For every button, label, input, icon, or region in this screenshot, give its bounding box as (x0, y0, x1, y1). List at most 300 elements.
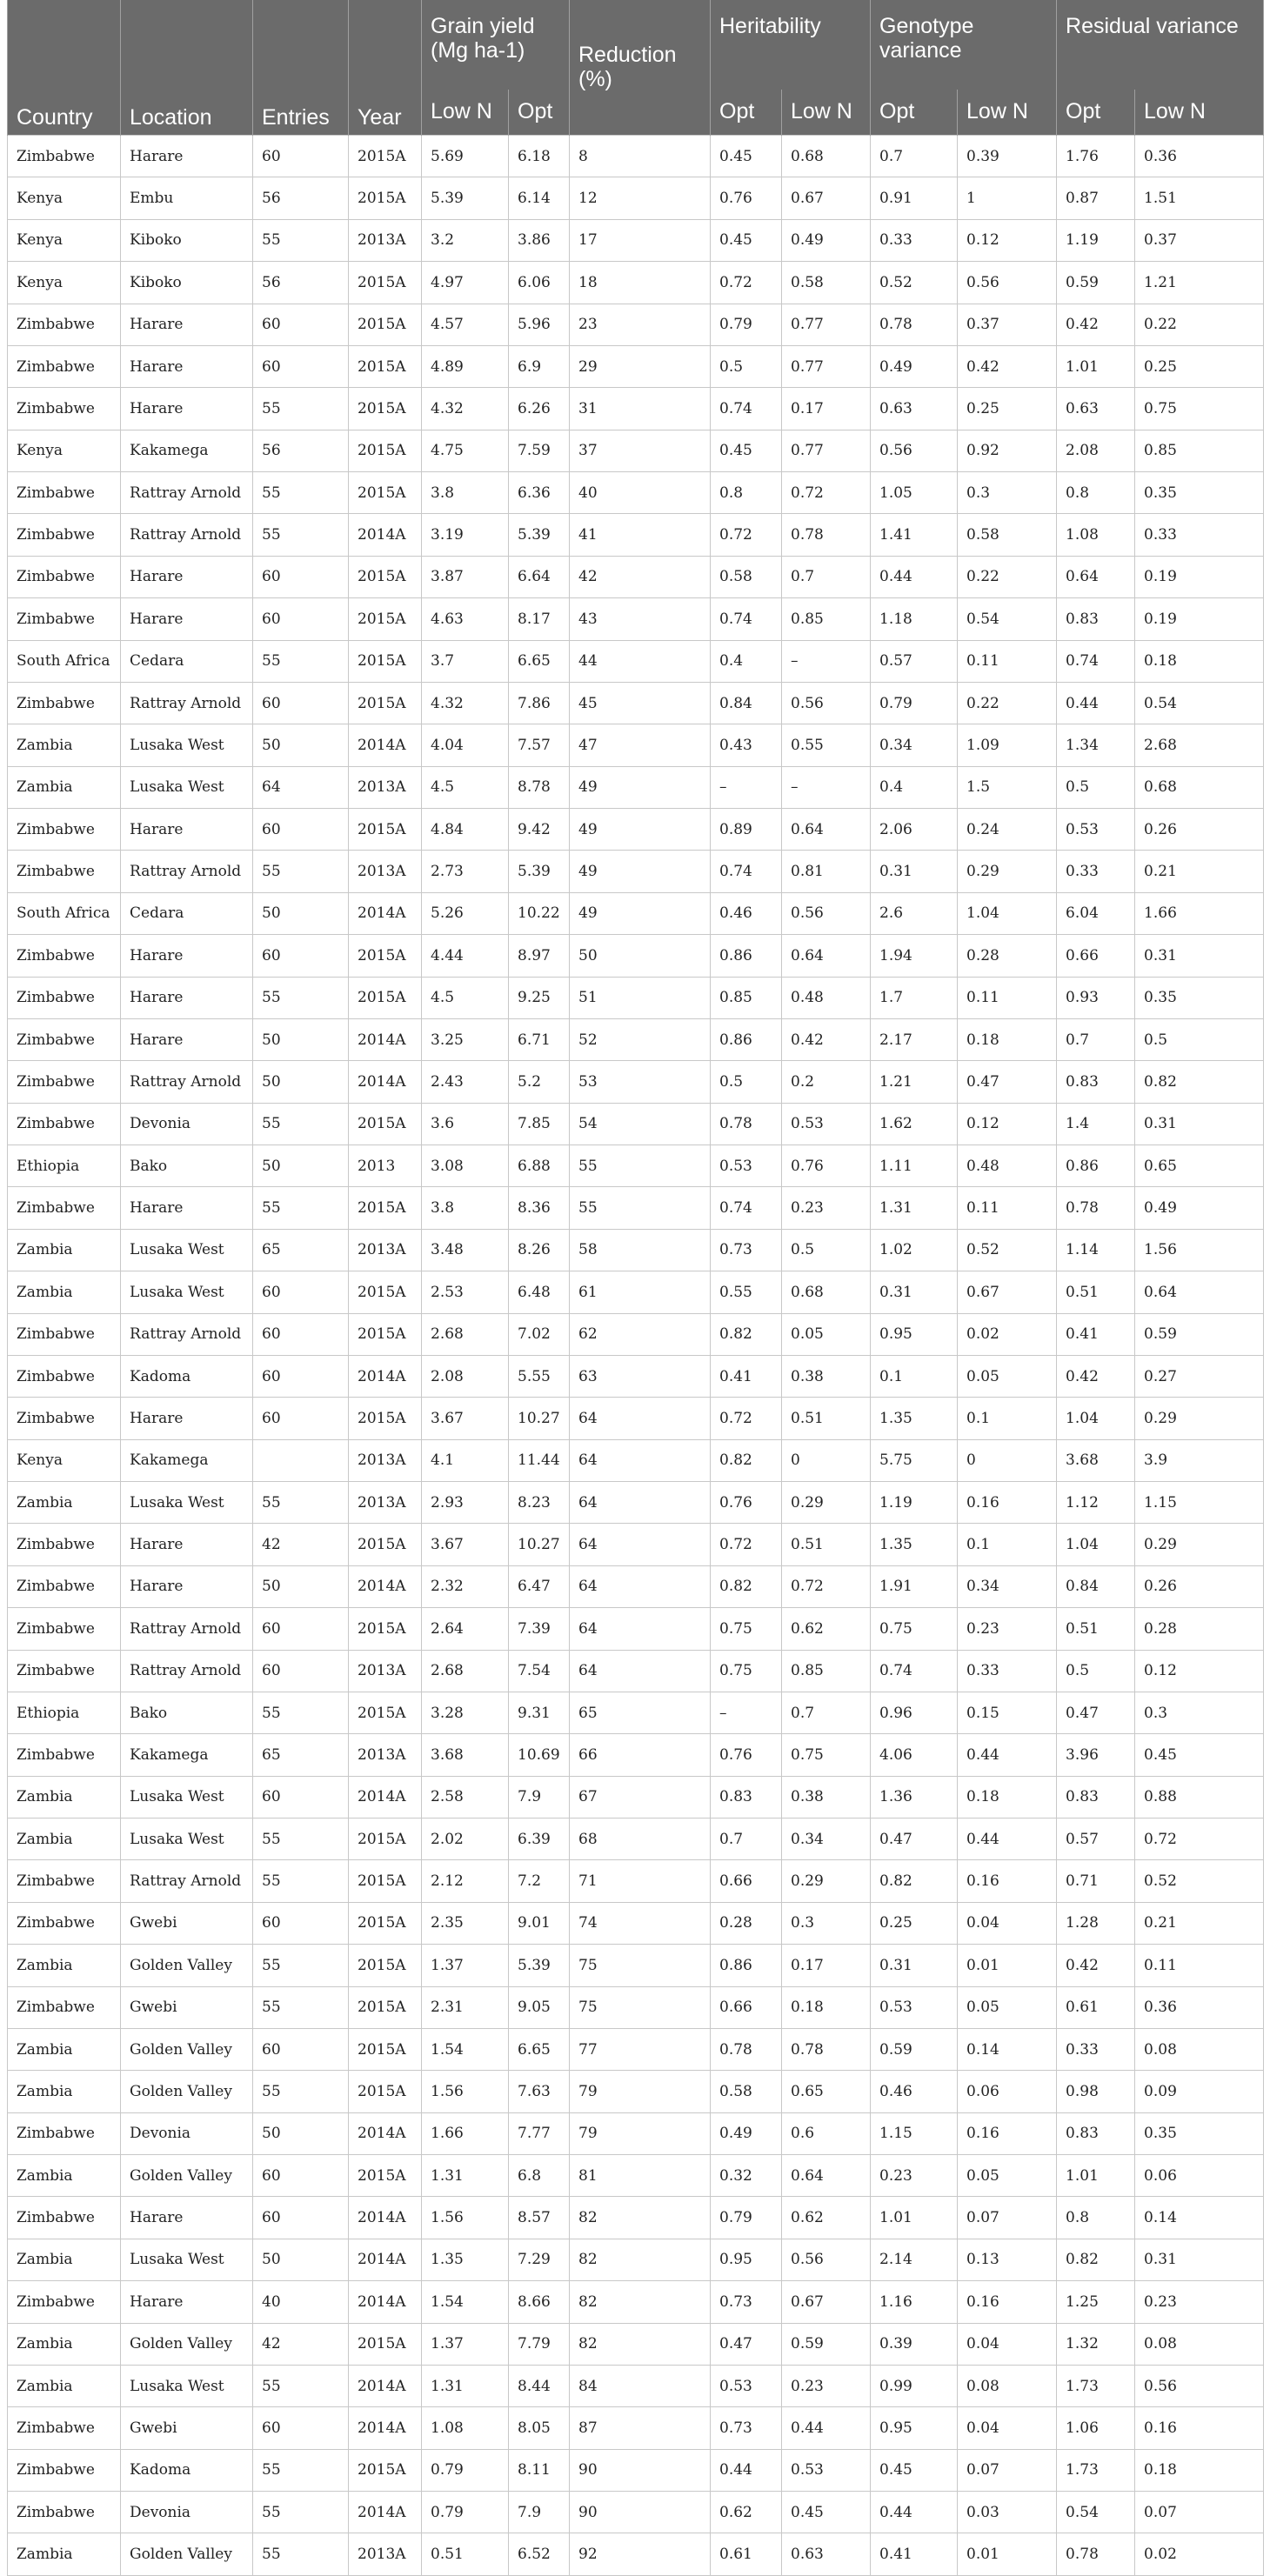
table-row (8, 1187, 1264, 1229)
cell-country: Zimbabwe (8, 1902, 121, 1944)
cell-genotype-variance-opt: 1.11 (871, 1145, 958, 1187)
cell-genotype-variance-low-n: 0.16 (958, 1482, 1057, 1524)
cell-heritability-opt: 0.76 (711, 177, 782, 219)
cell-genotype-variance-low-n: 0.04 (958, 2407, 1057, 2449)
cell-entries: 60 (253, 2197, 349, 2239)
cell-genotype-variance-opt: 0.49 (871, 345, 958, 387)
cell-residual-variance-opt: 1.25 (1057, 2281, 1135, 2323)
cell-country: Kenya (8, 430, 121, 471)
cell-grain-yield-opt: 9.25 (509, 977, 570, 1018)
cell-reduction: 79 (570, 2112, 711, 2154)
cell-heritability-opt: 0.7 (711, 1819, 782, 1860)
cell-year: 2015A (349, 2155, 422, 2197)
cell-heritability-low-n: 0.18 (782, 1986, 871, 2028)
cell-year: 2013A (349, 1734, 422, 1776)
table-row (8, 1103, 1264, 1145)
table-row (8, 177, 1264, 219)
cell-entries: 50 (253, 1145, 349, 1187)
cell-reduction: 64 (570, 1524, 711, 1565)
cell-heritability-low-n: – (782, 640, 871, 682)
cell-heritability-opt: 0.82 (711, 1439, 782, 1481)
cell-heritability-low-n: 0.56 (782, 682, 871, 724)
cell-heritability-opt: 0.86 (711, 1018, 782, 1060)
cell-genotype-variance-low-n: 0.34 (958, 1565, 1057, 1607)
cell-year: 2014A (349, 2407, 422, 2449)
cell-reduction: 64 (570, 1398, 711, 1439)
cell-heritability-low-n: 0.72 (782, 472, 871, 514)
cell-residual-variance-low-n: 0.49 (1135, 1187, 1264, 1229)
cell-year: 2013A (349, 1650, 422, 1692)
cell-genotype-variance-opt: 0.31 (871, 1945, 958, 1986)
cell-grain-yield-opt: 5.39 (509, 851, 570, 892)
table-row (8, 1398, 1264, 1439)
subheader-genotype-variance-opt: Opt (871, 90, 958, 136)
cell-residual-variance-opt: 0.83 (1057, 1061, 1135, 1103)
cell-residual-variance-opt: 0.42 (1057, 304, 1135, 345)
col-header-grain-yield: Grain yield (Mg ha-1) (422, 0, 570, 90)
cell-residual-variance-low-n: 0.22 (1135, 304, 1264, 345)
cell-residual-variance-low-n: 0.37 (1135, 219, 1264, 261)
cell-genotype-variance-low-n: 0.11 (958, 1187, 1057, 1229)
cell-grain-yield-opt: 8.23 (509, 1482, 570, 1524)
table-row (8, 136, 1264, 177)
cell-genotype-variance-opt: 0.33 (871, 219, 958, 261)
table-row (8, 430, 1264, 471)
table-row (8, 2197, 1264, 2239)
cell-heritability-low-n: 0.38 (782, 1355, 871, 1397)
cell-country: Zambia (8, 2365, 121, 2406)
table-row (8, 1313, 1264, 1355)
cell-location: Harare (121, 136, 253, 177)
cell-genotype-variance-opt: 2.6 (871, 892, 958, 934)
cell-year: 2015A (349, 1692, 422, 1733)
cell-location: Rattray Arnold (121, 1650, 253, 1692)
cell-genotype-variance-opt: 0.23 (871, 2155, 958, 2197)
table-body (8, 136, 1264, 2576)
table-row (8, 598, 1264, 640)
cell-year: 2015A (349, 136, 422, 177)
cell-grain-yield-opt: 5.2 (509, 1061, 570, 1103)
cell-genotype-variance-low-n: 0.02 (958, 1313, 1057, 1355)
cell-grain-yield-opt: 6.65 (509, 640, 570, 682)
cell-country: Zimbabwe (8, 1986, 121, 2028)
cell-country: Zimbabwe (8, 514, 121, 556)
cell-grain-yield-low-n: 1.35 (422, 2239, 509, 2280)
cell-genotype-variance-low-n: 0.44 (958, 1734, 1057, 1776)
cell-grain-yield-low-n: 4.84 (422, 809, 509, 851)
cell-year: 2013A (349, 1229, 422, 1271)
cell-location: Lusaka West (121, 1271, 253, 1313)
cell-grain-yield-low-n: 3.68 (422, 1734, 509, 1776)
cell-grain-yield-low-n: 2.58 (422, 1776, 509, 1818)
cell-heritability-low-n: 0.78 (782, 2028, 871, 2070)
cell-grain-yield-low-n: 2.93 (422, 1482, 509, 1524)
cell-residual-variance-opt: 0.87 (1057, 177, 1135, 219)
cell-residual-variance-low-n: 0.18 (1135, 2449, 1264, 2491)
cell-heritability-low-n: 0.51 (782, 1524, 871, 1565)
cell-location: Gwebi (121, 2407, 253, 2449)
cell-entries: 55 (253, 1945, 349, 1986)
cell-entries: 50 (253, 2112, 349, 2154)
cell-year: 2015A (349, 2323, 422, 2365)
col-header-residual-variance: Residual variance (1057, 0, 1264, 90)
cell-residual-variance-low-n: 0.59 (1135, 1313, 1264, 1355)
cell-genotype-variance-low-n: 0.48 (958, 1145, 1057, 1187)
cell-year: 2015A (349, 1986, 422, 2028)
cell-location: Gwebi (121, 1902, 253, 1944)
cell-location: Rattray Arnold (121, 851, 253, 892)
cell-location: Cedara (121, 640, 253, 682)
cell-genotype-variance-low-n: 0.28 (958, 935, 1057, 977)
cell-heritability-low-n: 0.3 (782, 1902, 871, 1944)
col-header-entries: Entries (253, 0, 349, 136)
cell-grain-yield-low-n: 1.54 (422, 2281, 509, 2323)
cell-location: Rattray Arnold (121, 1860, 253, 1902)
cell-heritability-opt: 0.79 (711, 304, 782, 345)
cell-grain-yield-low-n: 1.54 (422, 2028, 509, 2070)
table-row (8, 1945, 1264, 1986)
cell-residual-variance-opt: 2.08 (1057, 430, 1135, 471)
cell-country: Zambia (8, 2155, 121, 2197)
cell-reduction: 55 (570, 1145, 711, 1187)
table-row (8, 2155, 1264, 2197)
cell-country: Zimbabwe (8, 2281, 121, 2323)
cell-year: 2015A (349, 977, 422, 1018)
cell-grain-yield-low-n: 4.5 (422, 977, 509, 1018)
cell-entries: 60 (253, 1313, 349, 1355)
cell-year: 2013A (349, 219, 422, 261)
cell-year: 2015A (349, 1103, 422, 1145)
cell-residual-variance-low-n: 0.19 (1135, 598, 1264, 640)
cell-grain-yield-opt: 9.01 (509, 1902, 570, 1944)
cell-country: Kenya (8, 177, 121, 219)
cell-genotype-variance-opt: 0.75 (871, 1608, 958, 1650)
cell-reduction: 82 (570, 2239, 711, 2280)
cell-country: South Africa (8, 640, 121, 682)
cell-residual-variance-low-n: 1.56 (1135, 1229, 1264, 1271)
cell-heritability-low-n: 0.49 (782, 219, 871, 261)
cell-heritability-opt: 0.5 (711, 1061, 782, 1103)
cell-entries: 56 (253, 262, 349, 304)
col-header-year: Year (349, 0, 422, 136)
cell-grain-yield-opt: 7.29 (509, 2239, 570, 2280)
cell-location: Devonia (121, 1103, 253, 1145)
cell-location: Golden Valley (121, 2533, 253, 2575)
cell-heritability-opt: 0.45 (711, 136, 782, 177)
cell-year: 2014A (349, 1355, 422, 1397)
cell-year: 2014A (349, 1061, 422, 1103)
cell-heritability-opt: 0.4 (711, 640, 782, 682)
cell-year: 2014A (349, 1565, 422, 1607)
cell-grain-yield-opt: 10.27 (509, 1524, 570, 1565)
cell-location: Harare (121, 1187, 253, 1229)
cell-residual-variance-low-n: 0.26 (1135, 1565, 1264, 1607)
cell-country: Ethiopia (8, 1145, 121, 1187)
table-row (8, 935, 1264, 977)
cell-residual-variance-low-n: 1.21 (1135, 262, 1264, 304)
cell-location: Harare (121, 2197, 253, 2239)
cell-genotype-variance-opt: 0.91 (871, 177, 958, 219)
cell-residual-variance-low-n: 0.08 (1135, 2028, 1264, 2070)
cell-year: 2015A (349, 1819, 422, 1860)
cell-genotype-variance-opt: 2.14 (871, 2239, 958, 2280)
cell-residual-variance-opt: 1.4 (1057, 1103, 1135, 1145)
cell-country: Zimbabwe (8, 2197, 121, 2239)
cell-location: Golden Valley (121, 2323, 253, 2365)
cell-genotype-variance-low-n: 0.33 (958, 1650, 1057, 1692)
cell-heritability-low-n: 0.85 (782, 598, 871, 640)
cell-year: 2014A (349, 2281, 422, 2323)
cell-reduction: 92 (570, 2533, 711, 2575)
cell-location: Gwebi (121, 1986, 253, 2028)
cell-grain-yield-opt: 6.9 (509, 345, 570, 387)
cell-grain-yield-low-n: 2.12 (422, 1860, 509, 1902)
cell-residual-variance-low-n: 0.31 (1135, 1103, 1264, 1145)
table-row (8, 1145, 1264, 1187)
cell-reduction: 61 (570, 1271, 711, 1313)
cell-genotype-variance-opt: 4.06 (871, 1734, 958, 1776)
cell-genotype-variance-low-n: 0.07 (958, 2197, 1057, 2239)
cell-grain-yield-opt: 8.17 (509, 598, 570, 640)
cell-residual-variance-opt: 0.84 (1057, 1565, 1135, 1607)
cell-genotype-variance-low-n: 0.16 (958, 2281, 1057, 2323)
cell-heritability-low-n: 0.75 (782, 1734, 871, 1776)
cell-residual-variance-low-n: 0.08 (1135, 2323, 1264, 2365)
cell-residual-variance-opt: 6.04 (1057, 892, 1135, 934)
table-row (8, 1819, 1264, 1860)
cell-heritability-low-n: 0.23 (782, 1187, 871, 1229)
cell-heritability-low-n: 0.45 (782, 2492, 871, 2533)
cell-entries: 50 (253, 724, 349, 766)
cell-genotype-variance-low-n: 0.47 (958, 1061, 1057, 1103)
cell-reduction: 87 (570, 2407, 711, 2449)
cell-entries: 64 (253, 766, 349, 808)
cell-genotype-variance-low-n: 1.04 (958, 892, 1057, 934)
cell-residual-variance-opt: 0.7 (1057, 1018, 1135, 1060)
cell-residual-variance-opt: 0.63 (1057, 388, 1135, 430)
cell-entries: 55 (253, 2533, 349, 2575)
cell-reduction: 64 (570, 1565, 711, 1607)
cell-grain-yield-low-n: 1.37 (422, 1945, 509, 1986)
cell-residual-variance-low-n: 0.21 (1135, 851, 1264, 892)
cell-grain-yield-opt: 10.22 (509, 892, 570, 934)
cell-grain-yield-low-n: 3.67 (422, 1398, 509, 1439)
cell-genotype-variance-opt: 0.34 (871, 724, 958, 766)
cell-entries: 60 (253, 136, 349, 177)
cell-genotype-variance-opt: 0.79 (871, 682, 958, 724)
table-row (8, 809, 1264, 851)
cell-heritability-low-n: 0.58 (782, 262, 871, 304)
col-header-reduction: Reduction (%) (570, 0, 711, 136)
cell-genotype-variance-low-n: 0.54 (958, 598, 1057, 640)
cell-genotype-variance-opt: 1.16 (871, 2281, 958, 2323)
cell-heritability-low-n: 0.56 (782, 892, 871, 934)
cell-grain-yield-low-n: 1.31 (422, 2365, 509, 2406)
cell-grain-yield-low-n: 1.56 (422, 2197, 509, 2239)
cell-residual-variance-low-n: 0.06 (1135, 2155, 1264, 2197)
cell-grain-yield-low-n: 2.68 (422, 1313, 509, 1355)
cell-entries: 56 (253, 177, 349, 219)
cell-entries: 60 (253, 809, 349, 851)
subheader-genotype-variance-low-n: Low N (958, 90, 1057, 136)
cell-heritability-low-n: 0.53 (782, 1103, 871, 1145)
cell-heritability-low-n: 0.67 (782, 2281, 871, 2323)
cell-grain-yield-low-n: 2.02 (422, 1819, 509, 1860)
cell-country: Zimbabwe (8, 2492, 121, 2533)
cell-genotype-variance-low-n: 0 (958, 1439, 1057, 1481)
cell-reduction: 77 (570, 2028, 711, 2070)
cell-genotype-variance-low-n: 0.23 (958, 1608, 1057, 1650)
cell-grain-yield-low-n: 5.26 (422, 892, 509, 934)
cell-heritability-opt: 0.86 (711, 1945, 782, 1986)
cell-reduction: 82 (570, 2323, 711, 2365)
cell-reduction: 51 (570, 977, 711, 1018)
cell-heritability-opt: 0.74 (711, 1187, 782, 1229)
cell-reduction: 8 (570, 136, 711, 177)
cell-heritability-low-n: 0.62 (782, 2197, 871, 2239)
cell-grain-yield-low-n: 2.64 (422, 1608, 509, 1650)
table-row (8, 262, 1264, 304)
cell-year: 2015A (349, 1945, 422, 1986)
cell-location: Harare (121, 809, 253, 851)
cell-year: 2015A (349, 1398, 422, 1439)
cell-country: Zimbabwe (8, 388, 121, 430)
cell-residual-variance-opt: 0.86 (1057, 1145, 1135, 1187)
cell-entries: 60 (253, 1398, 349, 1439)
cell-country: Zimbabwe (8, 682, 121, 724)
table-row (8, 1608, 1264, 1650)
cell-entries: 50 (253, 1565, 349, 1607)
cell-year: 2014A (349, 2365, 422, 2406)
cell-year: 2014A (349, 1776, 422, 1818)
cell-country: South Africa (8, 892, 121, 934)
table-header (8, 0, 1264, 136)
cell-country: Zimbabwe (8, 2112, 121, 2154)
cell-genotype-variance-opt: 0.95 (871, 1313, 958, 1355)
cell-location: Rattray Arnold (121, 682, 253, 724)
cell-genotype-variance-low-n: 1 (958, 177, 1057, 219)
table-row (8, 2365, 1264, 2406)
cell-entries: 60 (253, 2155, 349, 2197)
cell-entries: 42 (253, 1524, 349, 1565)
cell-genotype-variance-opt: 0.1 (871, 1355, 958, 1397)
cell-grain-yield-opt: 7.86 (509, 682, 570, 724)
cell-residual-variance-low-n: 0.23 (1135, 2281, 1264, 2323)
cell-year: 2015A (349, 809, 422, 851)
cell-genotype-variance-low-n: 0.12 (958, 1103, 1057, 1145)
cell-reduction: 12 (570, 177, 711, 219)
cell-grain-yield-opt: 6.88 (509, 1145, 570, 1187)
cell-reduction: 64 (570, 1608, 711, 1650)
cell-heritability-low-n: 0.64 (782, 935, 871, 977)
cell-entries: 60 (253, 2028, 349, 2070)
cell-grain-yield-low-n: 2.08 (422, 1355, 509, 1397)
cell-location: Harare (121, 598, 253, 640)
cell-residual-variance-low-n: 0.27 (1135, 1355, 1264, 1397)
cell-entries: 60 (253, 1776, 349, 1818)
cell-genotype-variance-opt: 0.59 (871, 2028, 958, 2070)
cell-entries: 55 (253, 472, 349, 514)
cell-genotype-variance-opt: 1.01 (871, 2197, 958, 2239)
cell-country: Zimbabwe (8, 1355, 121, 1397)
cell-residual-variance-low-n: 0.31 (1135, 2239, 1264, 2280)
table-row (8, 2323, 1264, 2365)
cell-grain-yield-opt: 3.86 (509, 219, 570, 261)
cell-residual-variance-low-n: 1.15 (1135, 1482, 1264, 1524)
cell-year: 2014A (349, 2112, 422, 2154)
cell-location: Harare (121, 388, 253, 430)
cell-residual-variance-opt: 0.83 (1057, 1776, 1135, 1818)
cell-genotype-variance-opt: 1.31 (871, 1187, 958, 1229)
cell-location: Golden Valley (121, 2155, 253, 2197)
cell-location: Rattray Arnold (121, 1313, 253, 1355)
cell-residual-variance-low-n: 0.5 (1135, 1018, 1264, 1060)
cell-heritability-opt: 0.47 (711, 2323, 782, 2365)
cell-residual-variance-opt: 0.82 (1057, 2239, 1135, 2280)
cell-reduction: 65 (570, 1692, 711, 1733)
cell-grain-yield-low-n: 4.04 (422, 724, 509, 766)
table-row (8, 2449, 1264, 2491)
cell-heritability-opt: 0.58 (711, 556, 782, 597)
cell-genotype-variance-low-n: 0.16 (958, 2112, 1057, 2154)
cell-residual-variance-low-n: 0.35 (1135, 2112, 1264, 2154)
table-row (8, 1482, 1264, 1524)
cell-residual-variance-opt: 0.64 (1057, 556, 1135, 597)
cell-year: 2014A (349, 892, 422, 934)
cell-residual-variance-low-n: 0.33 (1135, 514, 1264, 556)
cell-country: Zambia (8, 2323, 121, 2365)
cell-residual-variance-low-n: 0.68 (1135, 766, 1264, 808)
cell-entries: 60 (253, 935, 349, 977)
cell-entries: 55 (253, 1860, 349, 1902)
cell-genotype-variance-opt: 1.19 (871, 1482, 958, 1524)
data-table (7, 0, 1264, 2576)
cell-year: 2015A (349, 1187, 422, 1229)
cell-residual-variance-low-n: 0.54 (1135, 682, 1264, 724)
cell-grain-yield-low-n: 4.32 (422, 388, 509, 430)
cell-residual-variance-opt: 0.57 (1057, 1819, 1135, 1860)
cell-heritability-opt: 0.49 (711, 2112, 782, 2154)
cell-heritability-opt: 0.82 (711, 1313, 782, 1355)
cell-heritability-opt: 0.55 (711, 1271, 782, 1313)
cell-grain-yield-low-n: 0.79 (422, 2449, 509, 2491)
cell-reduction: 75 (570, 1986, 711, 2028)
cell-year: 2015A (349, 2071, 422, 2112)
table-row (8, 2281, 1264, 2323)
cell-year: 2015A (349, 682, 422, 724)
cell-residual-variance-opt: 0.5 (1057, 1650, 1135, 1692)
cell-location: Devonia (121, 2112, 253, 2154)
cell-country: Zimbabwe (8, 598, 121, 640)
table-row (8, 2492, 1264, 2533)
cell-reduction: 82 (570, 2281, 711, 2323)
cell-grain-yield-opt: 6.64 (509, 556, 570, 597)
cell-residual-variance-low-n: 0.14 (1135, 2197, 1264, 2239)
cell-grain-yield-opt: 7.02 (509, 1313, 570, 1355)
cell-location: Kakamega (121, 1439, 253, 1481)
cell-year: 2015A (349, 598, 422, 640)
cell-reduction: 82 (570, 2197, 711, 2239)
cell-genotype-variance-low-n: 0.18 (958, 1018, 1057, 1060)
cell-location: Lusaka West (121, 724, 253, 766)
cell-residual-variance-opt: 1.14 (1057, 1229, 1135, 1271)
cell-heritability-low-n: 0.63 (782, 2533, 871, 2575)
cell-year: 2015A (349, 304, 422, 345)
cell-grain-yield-low-n: 3.8 (422, 1187, 509, 1229)
cell-genotype-variance-low-n: 0.1 (958, 1524, 1057, 1565)
cell-entries: 60 (253, 304, 349, 345)
cell-genotype-variance-opt: 2.17 (871, 1018, 958, 1060)
